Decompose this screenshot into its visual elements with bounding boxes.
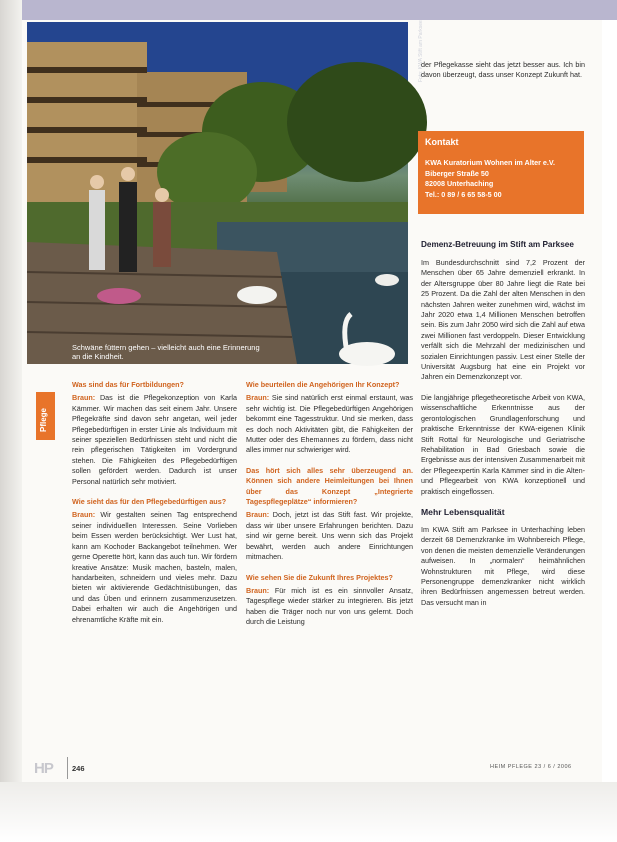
column-3 xyxy=(421,240,585,618)
column-1 xyxy=(72,380,237,635)
contact-city: 82008 Unterhaching xyxy=(425,179,494,188)
answer-paragraph xyxy=(246,510,413,562)
photo-caption: Schwäne füttern gehen – vielleicht auch eine Erinnerung an die Kindheit. xyxy=(72,343,260,361)
issue-line: HEIM PFLEGE 23 / 6 / 2006 xyxy=(490,764,572,770)
speaker-label: Braun: xyxy=(72,393,96,403)
section-paragraph: Im Bundesdurchschnitt sind 7,2 Prozent der Menschen über 65 Jahre demenziell erkrankt. In der Altersgruppe über 80 Jahre liegt die Rate bei 25 Prozent. Da die Zahl der alten Menschen in den nächsten Jahren weiter zunehmen wird, wächst im Jahr 2020 etwa 1,4 Millionen Menschen betroffen sein. Bis zum Jahr 2050 wird sich die Zahl auf etwa zwei Millionen fast verdoppeln. Dieser Entwicklung verfällt sich die Mehrzahl der medizinischen und sozialen Einrichtungen passiv. Lest einer Stelle der Universität Augsburg hat eine ein Projekt vor Jahren ein Demenzkonzept vor. xyxy=(421,258,585,382)
photo-credit: Foto: KWA Stift am Parksee xyxy=(418,20,424,82)
answer-paragraph xyxy=(72,393,237,487)
top-color-bar xyxy=(22,0,617,20)
feature-photo xyxy=(27,20,424,364)
speaker-label: Braun: xyxy=(72,510,96,520)
section-paragraph: Die langjährige pflegetheoretische Arbeit von KWA, wissenschaftliche Erkenntnisse aus der gerontologischen Grundlagenforschung und praktische Erkenntnisse der KWA-eigenen Klinik Stift Rottal für Neurologische und Geriatrische Rehabilitation in Bad Griesbach sowie die Ergebnisse aus der intensiven Zusammenarbeit mit der Pflegeexpertin Karla Kämmer sind in die Alten- und Pflegearbeit von KWA konzeptionell und praktisch eingeflossen. xyxy=(421,392,585,496)
question-heading: Was sind das für Fortbildungen? xyxy=(72,380,184,389)
section-tab xyxy=(36,392,55,440)
footer-divider xyxy=(67,757,68,779)
section-heading: Demenz-Betreuung im Stift am Parksee xyxy=(421,240,574,249)
contact-title: Kontakt xyxy=(425,137,459,147)
question-heading: Wie sieht das für den Pflegebedürftigen aus? xyxy=(72,497,227,507)
contact-box xyxy=(418,131,584,214)
speaker-label: Braun: xyxy=(246,393,270,403)
answer-text: Für mich ist es ein sinnvoller Ansatz, Tagespflege wieder stärker zu integrieren. Bis jetzt haben die Träger noch nur von uns gelernt. Doch durch die Leistung xyxy=(246,585,413,627)
answer-text: Doch, jetzt ist das Stift fast. Wir projekte, dass wir über unsere Erfahrungen berichten. Dazu sind wir gerne bereit. Uns wenn sich das Projekt bewährt, werden auch andere Einrichtungen mitmachen. xyxy=(246,510,413,562)
answer-paragraph xyxy=(246,586,413,628)
column-3-intro xyxy=(421,60,585,81)
contact-details xyxy=(425,158,555,200)
question-heading: Wie beurteilen die Angehörigen Ihr Konzept? xyxy=(246,380,400,389)
contact-street: Biberger Straße 50 xyxy=(425,168,489,178)
photo-illustration xyxy=(27,22,408,364)
question-heading: Das hört sich alles sehr überzeugend an. Können sich andere Heimleitungen bei Ihnen über das Konzept „Integrierte Tagespflegeplätze“ informieren? xyxy=(246,465,413,507)
answer-paragraph xyxy=(72,510,237,624)
speaker-label: Braun: xyxy=(246,585,270,595)
section-tab-label: Pflege xyxy=(39,407,48,432)
contact-organization: KWA Kuratorium Wohnen im Alter e.V. xyxy=(425,158,556,167)
section-paragraph: Im KWA Stift am Parksee in Unterhaching leben derzeit 68 Demenzkranke im Wohnbereich Pflege, von denen die meisten demenzielle Veränderungen aufweisen. In „normalen“ heimähnlichen Wohnstrukturen mit Pflege, wird diese Personengruppe demenzkranker nicht wirklich ihren Bedürfnissen angemessen betreut werden. Das versucht man in xyxy=(421,524,585,607)
answer-text: Das ist die Pflegekonzeption von Karla Kämmer. Wir machen das seit einem Jahr. Unsere Pflegekräfte sind davon sehr angetan, weil jeder Pflegebedürftigen in erster Linie als Individuum mit seiner speziellen Bedürfnissen steht und nicht die rein pflegerischen Tätigkeiten im Vordergrund stehen. Die Fähigkeiten des Pflegebedürftigen sollen gefördert werden. Dadurch ist unser Personal natürlich sehr motiviert. xyxy=(72,393,237,486)
answer-paragraph xyxy=(246,393,413,455)
contact-phone: Tel.: 0 89 / 6 65 58-5 00 xyxy=(425,189,502,199)
bottom-shadow xyxy=(0,782,617,842)
intro-text: der Pflegekasse sieht das jetzt besser aus. Ich bin davon überzeugt, dass unser Konzept Zukunft hat. xyxy=(421,60,585,80)
speaker-label: Braun: xyxy=(246,510,270,520)
column-2 xyxy=(246,380,413,638)
question-heading: Wie sehen Sie die Zukunft Ihres Projektes? xyxy=(246,572,393,582)
answer-text: Wir gestalten seinen Tag entsprechend seiner individuellen Interessen. Seine Vorlieben beim Essen werden berücksichtigt. Wer Lust hat, kann am Kochoder Backangebot teilnehmen. Wer gerne Operette hört, kann das auch tun. Wir fördern kreative Ansätze: Musik machen, basteln, malen, handarbeiten, schneidern und vieles mehr. Dazu bieten wir aktivierende Gedächtnisübungen, das und das Üben und erinnern zusammenzusetzen. Dabei erhalten wir auch die Angehörigen und ehrenamtliche Kräfte mit ein. xyxy=(72,510,238,624)
magazine-logo: HP xyxy=(34,760,53,777)
page-gutter-shadow xyxy=(0,0,22,842)
answer-text: Sie sind natürlich erst einmal erstaunt, was sehr wichtig ist. Die Pflegebedürftigen Angehörigen bekommt eine Tagesstruktur. Und sie merken, dass es doch noch Aktivitäten gibt, die Fähigkeiten der Mutter oder des Ehemannes zu fördern, dass nicht alles immer nur schwieriger wird. xyxy=(246,393,413,455)
section-heading: Mehr Lebensqualität xyxy=(421,506,505,517)
page-number: 246 xyxy=(72,764,85,773)
